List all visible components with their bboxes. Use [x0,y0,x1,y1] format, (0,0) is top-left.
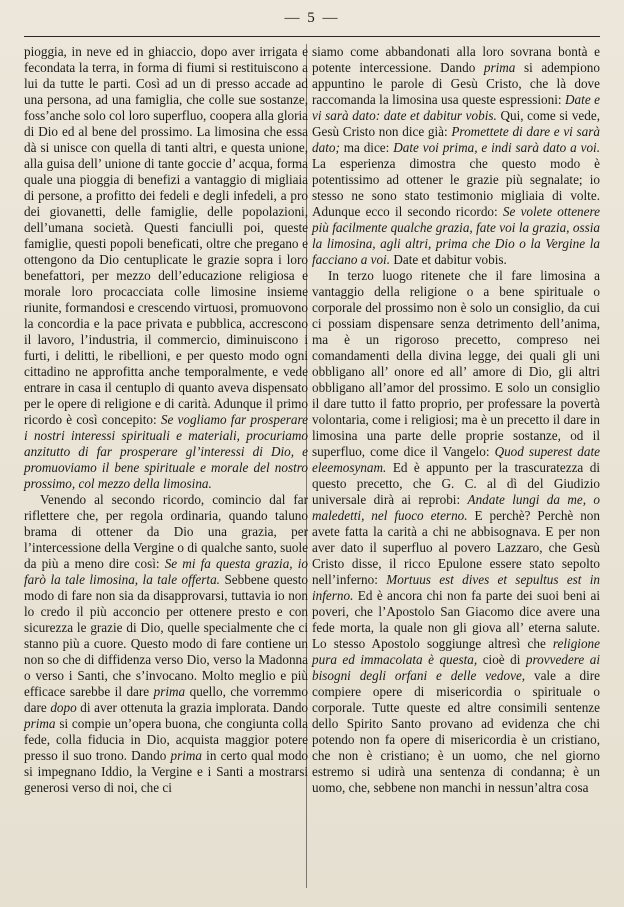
gospel-quote: Date e vi sarà dato: date et dabitur vobis. [312,92,600,123]
paragraph: In terzo luogo ritenete che il fare limosina a vantaggio della religione o a bene spirituale o corporale del prossimo non è solo un consiglio, da cui ci possiam dispensare senza detrimento dell’anima, ma è un rigoroso precetto, compreso nei comandamenti della divina legge, dei quali gli uni obbligano all’ onore ed all’ amore di Dio, gli altri obbligano all’amor del prossimo. E solo un consiglio il dare tutto il fatto proprio, per professare la povertà volontaria, come i religiosi; ma è un precetto il dare in limosina una parte delle proprie sostanze, od il superfluo, come dice il Vangelo: Quod superest date eleemosynam. Ed è appunto per la trascuratezza di questo precetto, che G. C. al dì del Giudizio universale dirà ai reprobi: Andate lungi da me, o maledetti, nel fuoco eterno. E perchè? Perchè non avete fatta la carità a chi ne abbisognava. E per non aver dato il superfluo al povero Lazzaro, che Gesù Cristo disse, il ricco Epulone essere stato sepolto nell’inferno: Mortuus est dives et sepultus est in inferno. Ed è ancora chi non fa parte dei suoi beni ai poveri, che l’Apostolo San Giacomo dice avere una fede morta, la quale non gli giova all’ eterna salute. Lo stesso Apostolo soggiunge altresì che religione pura ed immacolata è questa, cioè di provvedere ai bisogni degli orfani e delle vedove, vale a dire compiere opere di misericordia o spirituale o corporale. Tutte queste ed altre consimili sentenze dello Spirito Santo provano ad evidenza che chi potendo non fa opere di misericordia è un cristiano, che non è cristiano; è un uomo, che nel giorno estremo si udirà una sentenza di condanna; è un uomo, che, sebbene non manchi in nessun’altra cosa [312,268,601,795]
paragraph: siamo come abbandonati alla loro sovrana bontà e potente intercessione. Dando prima si adempiono appuntino le parole di Gesù Cristo, che là dove raccomanda la limosina usa queste espressioni: Date e vi sarà dato: date et dabitur vobis. Qui, come si vede, Gesù Cristo non dice già: Promettete di dare e vi sarà dato; ma dice: Date voi prima, e indi sarà dato a voi. La esperienza dimostra che questo modo è potentissimo ad ottener le grazie più segnalate; io stesso ne sono stato testimonio migliaia di volte. Adunque ecco il secondo ricordo: Se volete ottenere più facilmente qualche grazia, fate voi la grazia, ossia la limosina, agli altri, prima che Dio o la Vergine la facciano a voi. Date et dabitur vobis. [312,44,601,267]
second-reminder: Se volete ottenere più facilmente qualche grazia, fate voi la grazia, ossia la limosina, agli altri, prima che Dio o la Vergine la facciano a voi. [312,204,600,267]
paragraph: Venendo al secondo ricordo, comincio dal far riflettere che, per regola ordinaria, quando taluno brama di ottener da Dio una grazia, per l’intercessione della Vergine o di qualche santo, suole da più a meno dire così: Se mi fa questa grazia, io farò la tale limosina, la tale offerta. Sebbene questo modo di fare non sia da disapprovarsi, tuttavia io non lo credo il più acconcio per ottenere presto e con sicurezza le grazie di Dio, quelle specialmente che ci stanno più a cuore. Questo modo di fare contiene un non so che di diffidenza verso Dio, verso la Madonna o verso i Santi, che s’invocano. Molto meglio e più efficace sarebbe il dare prima quello, che vorremmo dare dopo di aver ottenuta la grazia implorata. Dando prima si compie un’opera buona, che congiunta colla fede, colla fiducia in Dio, acquista maggior potere presso il suo trono. Dando prima in certo qual modo si impegnano Iddio, la Vergine e i Santi a mostrarsi generosi verso di noi, che ci [24,492,309,795]
header-rule [24,36,600,37]
left-column [24,44,308,796]
right-column [312,44,600,796]
paragraph: pioggia, in neve ed in ghiaccio, dopo aver irrigata e fecondata la terra, in forma di fiumi si restituiscono a lui da tutte le parti. Così ad un di presso accade ad una persona, ad una famiglia, che colle sue sostanze, fossʼanche solo col loro superfluo, coopera alla gloria di Dio ed al bene del prossimo. La limosina che essa dà si unisce con quella di tanti altri, e questa unione, alla guisa dell’ unione di tante goccie d’ acqua, forma quale una pioggia di benefizi a vantaggio di migliaia di persone, a profitto dei fedeli e degli infedeli, a pro dei giovanetti, delle famiglie, delle popolazioni, dell’umana società. Questi fanciulli poi, queste famiglie, questi popoli beneficati, oltre che pregano e ottengono da Dio centuplicate le grazie sopra i loro benefattori, per mezzo dell’educazione religiosa e morale loro procacciata colle limosine insieme riunite, formandosi e crescendo virtuosi, promuovono la concordia e la pace privata e pubblica, accrescono il lavoro, l’industria, il commercio, diminuiscono i furti, i delitti, le ribellioni, e per questo modo ogni cittadino ne approfitta anche temporalmente, e vede entrare in casa il centuplo di quanto aveva dispensato per le opere di religione e di carità. Adunque il primo ricordo è così concepito: Se vogliamo far prosperare i nostri interessi spirituali e materiali, procuriamo anzitutto di far prosperare gl’interessi di Dio, e promuoviamo il bene spirituale e morale del nostro prossimo, col mezzo della limosina. [24,44,309,491]
first-reminder: Se vogliamo far prosperare i nostri interessi spirituali e materiali, procuriamo anzitutto di far prosperare gl’interessi di Dio, e promuoviamo il bene spirituale e morale del nostro prossimo, col mezzo della limosina. [24,412,309,491]
promise-quote: Se mi fa questa grazia, io farò la tale limosina, la tale offerta. [24,556,308,587]
page-number: — 5 — [284,10,340,26]
